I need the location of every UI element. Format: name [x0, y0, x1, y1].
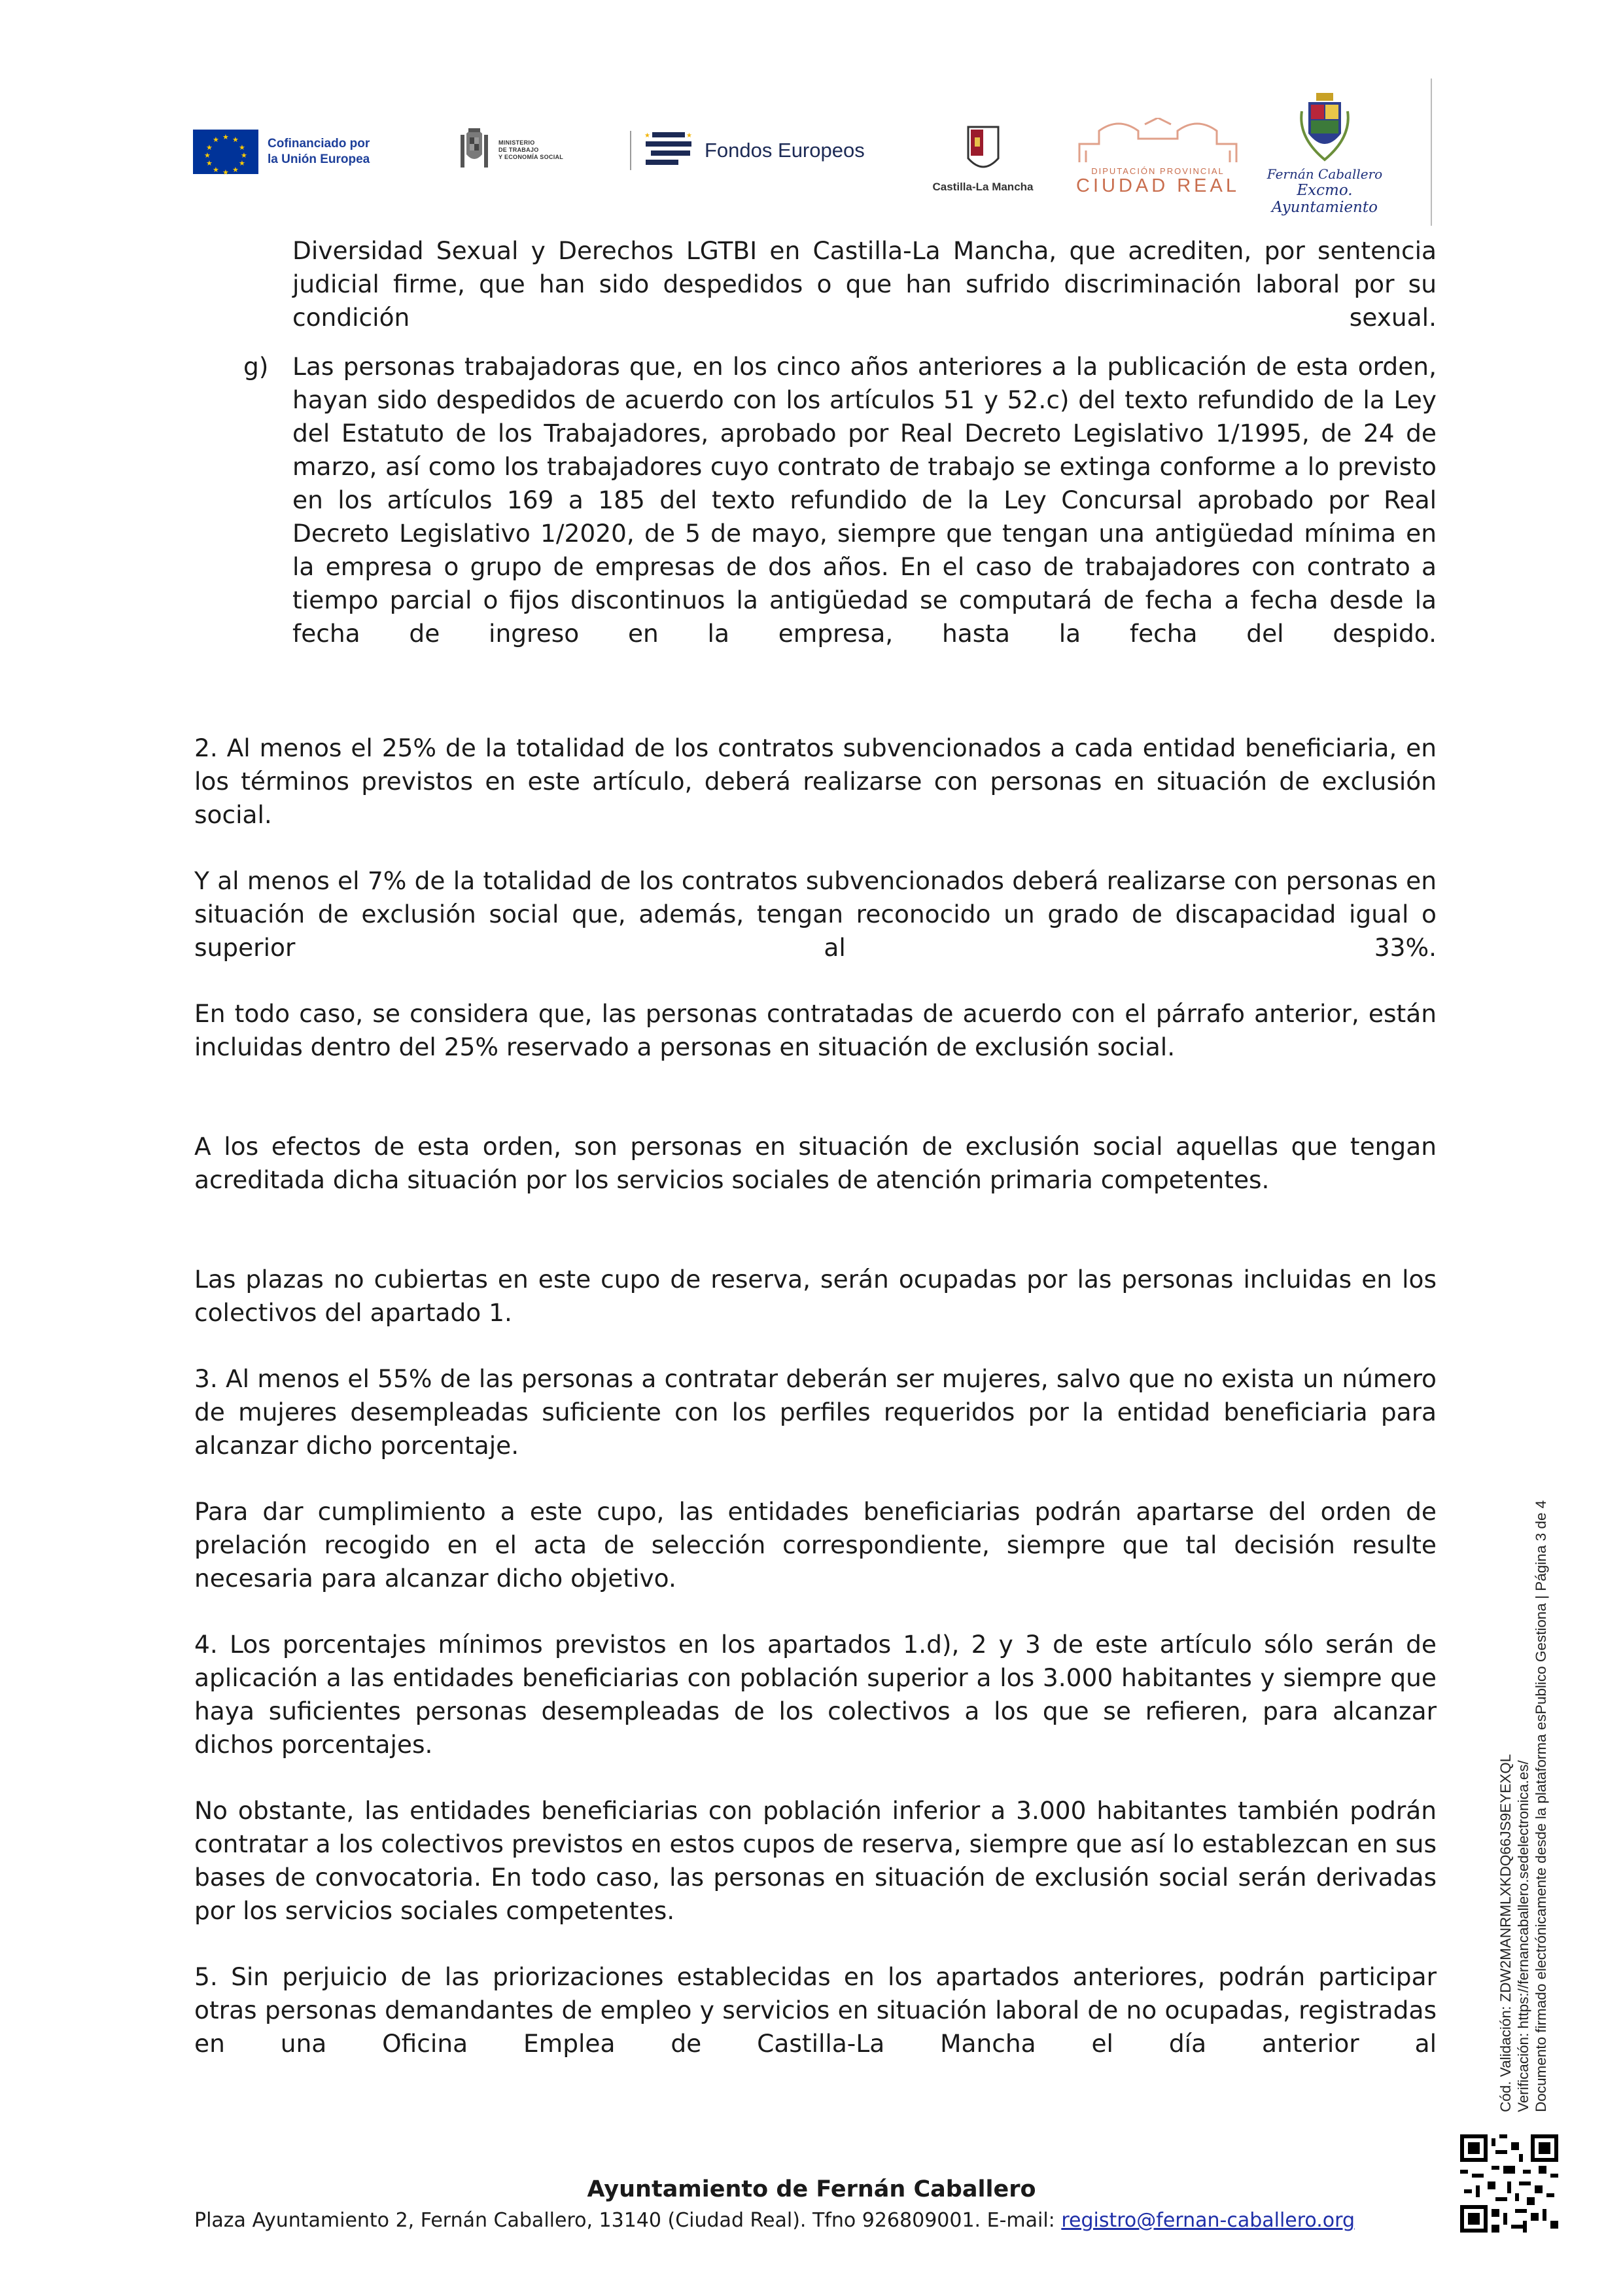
- validation-code: Cód. Validación: ZDW2MANRMLXKDQ66JS9EYEXQL: [1497, 1754, 1514, 2112]
- eu-flag-icon: ★ ★ ★ ★ ★ ★ ★ ★ ★ ★ ★ ★: [193, 130, 258, 174]
- paragraph-y-al-menos: Y al menos el 7% de la totalidad de los contratos subvencionados deberá realizarse con personas en situación de exclusión social que, además, tengan reconocido un grado de discapacidad igual o superior al 33%.: [194, 866, 1437, 962]
- footer-title: Ayuntamiento de Fernán Caballero: [587, 2176, 1036, 2202]
- logo-divider: [630, 131, 631, 170]
- eu-cofinanced-logo: [193, 130, 370, 177]
- ayuntamiento-subtitle: Excmo. Ayuntamiento: [1272, 182, 1378, 216]
- paragraph-4: 4. Los porcentajes mínimos previstos en los apartados 1.d), 2 y 3 de este artículo sólo serán de aplicación a las entidades beneficiarias con población superior a los 3.000 habitantes y siempre que haya suficientes personas desempleadas de los colectivos a los que se refieren, para alcanzar dichos porcentajes.: [194, 1630, 1437, 1759]
- paragraph-5: 5. Sin perjuicio de las priorizaciones establecidas en los apartados anteriores, podrán participar otras personas demandantes de empleo y servicios en situación laboral de no ocupadas, registradas en una Oficina Emplea de Castilla-La Mancha el día anterior al: [194, 1962, 1437, 2058]
- footer-email-link[interactable]: registro@fernan-caballero.org: [1061, 2209, 1355, 2232]
- svg-text:★: ★: [644, 132, 650, 139]
- ministry-text-line1: MINISTERIO: [498, 139, 535, 146]
- eu-text-line2: la Unión Europea: [268, 152, 370, 166]
- ministry-text-line2: DE TRABAJO: [498, 146, 539, 153]
- paragraph-3: 3. Al menos el 55% de las personas a contratar deberán ser mujeres, salvo que no exista un número de mujeres desempleadas suficiente con los perfiles requeridos por la entidad beneficiaria para alcanzar dicho porcentaje.: [194, 1364, 1437, 1460]
- ayuntamiento-name: Fernán Caballero: [1266, 166, 1383, 182]
- footer-address: [194, 2208, 1355, 2234]
- eu-text-line1: Cofinanciado por: [268, 137, 370, 150]
- diputacion-logo: [1070, 118, 1246, 196]
- ayuntamiento-logo: [1256, 92, 1393, 216]
- paragraph-para-dar: Para dar cumplimiento a este cupo, las entidades beneficiarias podrán apartarse del orden de prelación recogido en el acta de selección correspondiente, siempre que tal decisión resulte necesaria para alcanzar dicho objetivo.: [194, 1497, 1437, 1593]
- signature-note: Documento firmado electrónicamente desde la plataforma esPublico Gestiona | Página 3 de 4: [1533, 1500, 1549, 2112]
- paragraph-las-plazas: Las plazas no cubiertas en este cupo de reserva, serán ocupadas por las personas incluidas en los colectivos del apartado 1.: [194, 1265, 1437, 1327]
- paragraph-no-obstante: No obstante, las entidades beneficiarias con población inferior a 3.000 habitantes también podrán contratar a los colectivos previstos en estos cupos de reserva, siempre que así lo establezcan en sus bases de convocatoria. En todo caso, las personas en situación de exclusión social serán derivadas por los servicios sociales competentes.: [194, 1796, 1437, 1925]
- fondos-europeos-logo: [643, 130, 865, 171]
- clm-crest-icon: [966, 124, 1001, 175]
- fondos-europeos-icon: [643, 130, 695, 171]
- ministry-text-line3: Y ECONOMÍA SOCIAL: [498, 153, 564, 160]
- footer-address-text: Plaza Ayuntamiento 2, Fernán Caballero, 13140 (Ciudad Real). Tfno 926809001. E-mail:: [194, 2209, 1062, 2232]
- diputacion-arch-icon: [1073, 118, 1243, 164]
- spain-crest-icon: [458, 126, 491, 174]
- paragraph-2: 2. Al menos el 25% de la totalidad de los contratos subvencionados a cada entidad beneficiaria, en los términos previstos en este artículo, deberá realizarse con personas en situación de exclusión social.: [194, 733, 1437, 829]
- fondos-europeos-text: Fondos Europeos: [705, 139, 865, 162]
- diputacion-small-text: DIPUTACIÓN PROVINCIAL: [1091, 166, 1225, 176]
- header-logos: [193, 92, 1436, 236]
- paragraph-a-los-efectos: A los efectos de esta orden, son personas en situación de exclusión social aquellas que tengan acreditada dicha situación por los servicios sociales de atención primaria competentes.: [194, 1132, 1437, 1194]
- clm-text: Castilla-La Mancha: [932, 181, 1034, 193]
- castilla-la-mancha-logo: [926, 124, 1040, 194]
- svg-text:★: ★: [686, 132, 692, 139]
- ayuntamiento-crest-icon: [1297, 92, 1353, 164]
- diputacion-big-text: CIUDAD REAL: [1076, 175, 1240, 196]
- paragraph-f-continuation: Diversidad Sexual y Derechos LGTBI en Castilla-La Mancha, que acrediten, por sentencia judicial firme, que han sido despedidos o que han sufrido discriminación laboral por su condición sexual.: [292, 236, 1437, 332]
- verification-url[interactable]: Verificación: https://fernancaballero.sedelectronica.es/: [1515, 1760, 1531, 2112]
- ministry-logo: [458, 126, 563, 174]
- logo-right-divider: [1431, 79, 1432, 226]
- qr-code-icon[interactable]: [1460, 2134, 1558, 2233]
- list-marker-g: g): [243, 352, 269, 381]
- paragraph-en-todo-caso: En todo caso, se considera que, las personas contratadas de acuerdo con el párrafo anterior, están incluidas dentro del 25% reservado a personas en situación de exclusión social.: [194, 999, 1437, 1061]
- paragraph-g: Las personas trabajadoras que, en los cinco años anteriores a la publicación de esta orden, hayan sido despedidos de acuerdo con los artículos 51 y 52.c) del texto refundido de la Ley del Estatuto de los Trabajadores, aprobado por Real Decreto Legislativo 1/1995, de 24 de marzo, así como los trabajadores cuyo contrato de trabajo se extinga conforme a lo previsto en los artículos 169 a 185 del texto refundido de la Ley Concursal aprobado por Real Decreto Legislativo 1/2020, de 5 de mayo, siempre que tengan una antigüedad mínima en la empresa o grupo de empresas de dos años. En el caso de trabajadores con contrato a tiempo parcial o fijos discontinuos la antigüedad se computará de fecha a fecha desde la fecha de ingreso en la empresa, hasta la fecha del despido.: [292, 352, 1437, 648]
- verification-sidebar: [1497, 1392, 1550, 2112]
